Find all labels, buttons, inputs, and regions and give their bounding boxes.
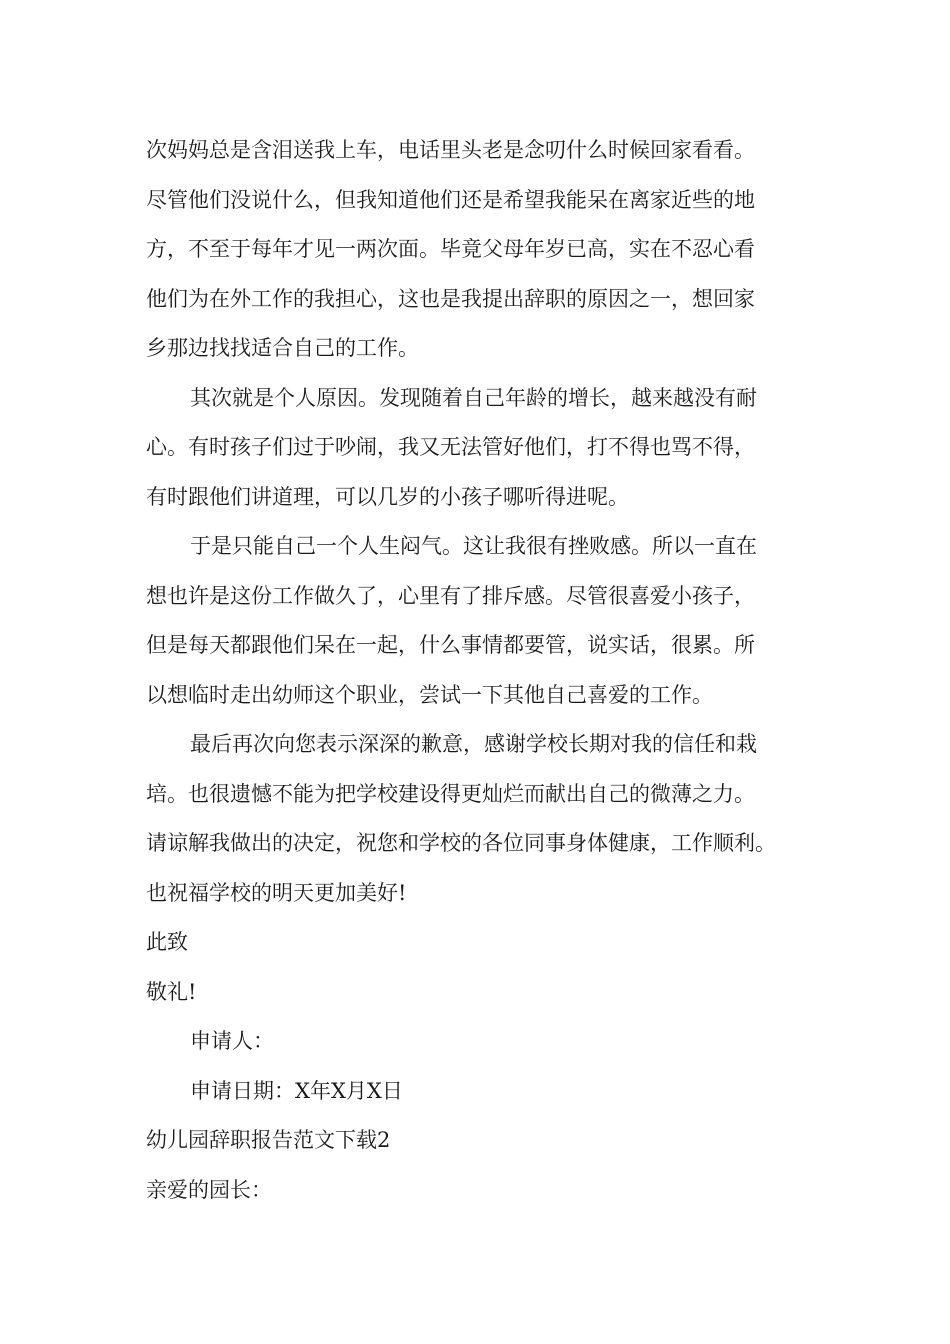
text-line: 以想临时走出幼师这个职业，尝试一下其他自己喜爱的工作。: [146, 682, 713, 707]
text-line: 心。有时孩子们过于吵闹，我又无法管好他们，打不得也骂不得，: [146, 435, 755, 459]
text-line: 次妈妈总是含泪送我上车，电话里头老是念叨什么时候回家看看。: [146, 138, 755, 162]
text-line: 请谅解我做出的决定，祝您和学校的各位同事身体健康，工作顺利。: [146, 831, 776, 855]
text-line: 方，不至于每年才见一两次面。毕竟父母年岁已高，实在不忍心看: [146, 237, 755, 261]
document-body: [146, 126, 836, 1215]
salutation-line: 敬礼!: [146, 979, 197, 1004]
text-line: 也祝福学校的明天更加美好!: [146, 880, 407, 905]
applicant-line: 申请人：: [190, 1029, 274, 1053]
section-title: 幼儿园辞职报告范文下载2: [146, 1128, 391, 1152]
greeting-line: 亲爱的园长：: [146, 1177, 272, 1202]
text-line: 乡那边找找适合自己的工作。: [146, 336, 419, 360]
text-line: 培。也很遗憾不能为把学校建设得更灿烂而献出自己的微薄之力。: [146, 781, 755, 806]
text-line: 尽管他们没说什么，但我知道他们还是希望我能呆在离家近些的地: [146, 187, 755, 212]
text-line: 其次就是个人原因。发现随着自己年龄的增长，越来越没有耐: [190, 385, 757, 410]
text-line: 想也许是这份工作做久了，心里有了排斥感。尽管很喜爱小孩子，: [146, 583, 755, 608]
text-line: 但是每天都跟他们呆在一起，什么事情都要管，说实话，很累。所: [146, 633, 755, 657]
application-date-line: 申请日期：X年X月X日: [190, 1078, 403, 1103]
text-line: 于是只能自己一个人生闷气。这让我很有挫败感。所以一直在: [190, 534, 757, 558]
text-line: 他们为在外工作的我担心，这也是我提出辞职的原因之一，想回家: [146, 286, 755, 311]
closing-line: 此致: [146, 930, 188, 954]
text-line: 有时跟他们讲道理，可以几岁的小孩子哪听得进呢。: [146, 484, 629, 509]
text-line: 最后再次向您表示深深的歉意，感谢学校长期对我的信任和栽: [190, 732, 757, 756]
